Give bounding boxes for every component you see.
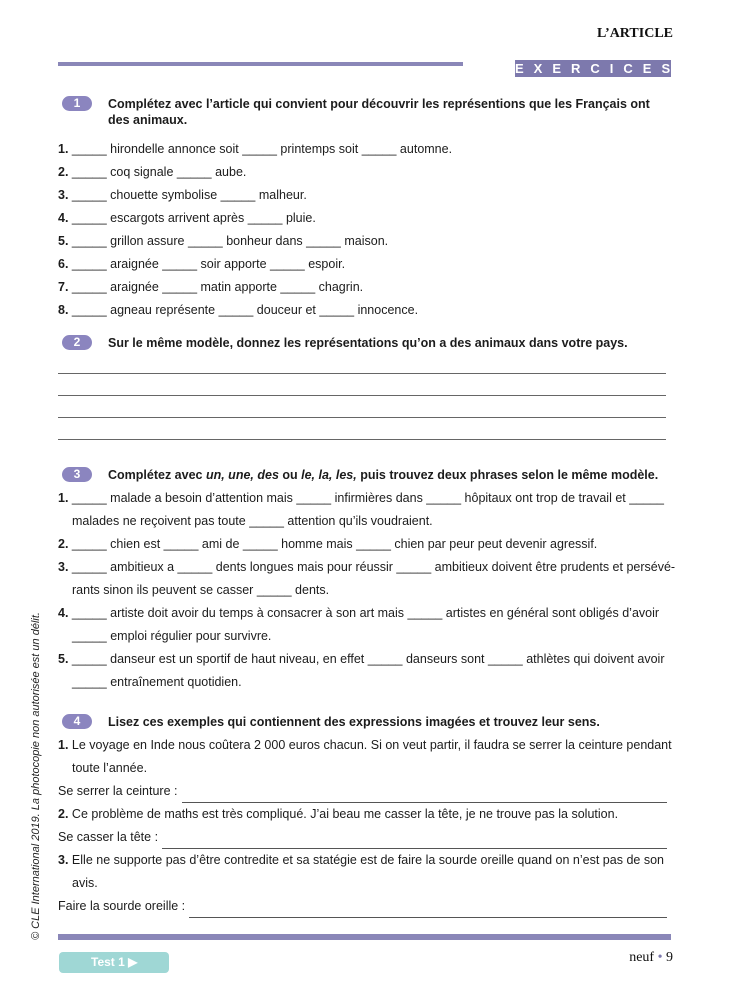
exercise-3-instruction: 3 Complétez avec un, une, des ou le, la, les, puis trouvez deux phrases selon le même modèle. [58, 467, 673, 483]
page-header-title: L’ARTICLE [596, 26, 673, 41]
exercise-3 [58, 467, 676, 694]
exercise-item: 1. _____ hirondelle annonce soit _____ printemps soit _____ automne. [58, 142, 453, 156]
exercise-item: 4. _____ artiste doit avoir du temps à consacrer à son art mais _____ artistes en général sont obligés d’avoir [58, 606, 660, 620]
exercise-item: 5. _____ danseur est un sportif de haut niveau, en effet _____ danseurs sont _____ athlètes qui doivent avoir [58, 652, 665, 666]
page-number: neuf • 9 [629, 950, 673, 965]
footer-rule [58, 934, 671, 940]
band-rule [58, 62, 463, 66]
answer-line[interactable] [58, 373, 666, 374]
answer-line[interactable] [58, 417, 666, 418]
exercises-band [58, 60, 681, 77]
exercise-number-badge: 3 [62, 467, 92, 482]
exercise-item-continuation: rants sinon ils peuvent se casser _____ dents. [72, 583, 330, 597]
exercise-4 [58, 714, 673, 918]
copyright-notice: © CLE International 2019. La photocopie non autorisée est un délit. [30, 612, 42, 940]
exercise-item: 2. Ce problème de maths est très compliqué. J’ai beau me casser la tête, je ne trouve pas la solution. [58, 807, 619, 821]
answer-line [182, 788, 668, 803]
exercise-item-continuation: _____ entraînement quotidien. [72, 675, 242, 689]
exercise-item: 5. _____ grillon assure _____ bonheur dans _____ maison. [58, 234, 389, 248]
exercise-1-items [58, 138, 673, 322]
exercise-1-instruction: 1 Complétez avec l’article qui convient pour découvrir les représentions que les Français ont des animaux. [58, 96, 673, 128]
exercise-item: 3. _____ chouette symbolise _____ malheur. [58, 188, 307, 202]
test-1-button[interactable]: Test 1 ▶ [59, 952, 169, 973]
exercise-item: 8. _____ agneau représente _____ douceur et _____ innocence. [58, 303, 419, 317]
exercise-item: 4. _____ escargots arrivent après _____ pluie. [58, 211, 316, 225]
exercise-1 [58, 96, 673, 322]
exercise-2 [58, 335, 673, 440]
exercise-2-instruction: 2 Sur le même modèle, donnez les représentations qu’on a des animaux dans votre pays. [58, 335, 673, 351]
answer-line[interactable] [58, 439, 666, 440]
answer-line[interactable] [58, 395, 666, 396]
exercise-item: 3. _____ ambitieux a _____ dents longues mais pour réussir _____ ambitieux doivent être prudents et persévé- [58, 560, 676, 574]
answer-row[interactable]: Faire la sourde oreille : [58, 895, 673, 918]
exercise-item: 2. _____ coq signale _____ aube. [58, 165, 247, 179]
exercise-item-continuation: _____ emploi régulier pour survivre. [72, 629, 272, 643]
exercise-item: 2. _____ chien est _____ ami de _____ homme mais _____ chien par peur peut devenir agressif. [58, 537, 598, 551]
exercise-item: 1. Le voyage en Inde nous coûtera 2 000 euros chacun. Si on veut partir, il faudra se serrer la ceinture pendant [58, 738, 672, 752]
exercise-item: 6. _____ araignée _____ soir apporte _____ espoir. [58, 257, 346, 271]
answer-row[interactable]: Se casser la tête : [58, 826, 673, 849]
exercise-4-instruction: 4 Lisez ces exemples qui contiennent des expressions imagées et trouvez leur sens. [58, 714, 673, 730]
exercise-item-continuation: avis. [72, 876, 98, 890]
exercise-item-continuation: toute l’année. [72, 761, 148, 775]
exercise-item: 7. _____ araignée _____ matin apporte _____ chagrin. [58, 280, 364, 294]
exercises-label: EXERCICES [515, 61, 681, 76]
exercise-item-continuation: malades ne reçoivent pas toute _____ attention qu’ils voudraient. [72, 514, 433, 528]
answer-line [189, 903, 667, 918]
answer-line [162, 834, 667, 849]
answer-row[interactable]: Se serrer la ceinture : [58, 780, 673, 803]
exercise-item: 3. Elle ne supporte pas d’être contredite et sa statégie est de faire la sourde oreille quand on n’est pas de son [58, 853, 664, 867]
exercise-number-badge: 1 [62, 96, 92, 111]
exercise-number-badge: 4 [62, 714, 92, 729]
exercise-item: 1. _____ malade a besoin d’attention mais _____ infirmières dans _____ hôpitaux ont trop de travail et _____ [58, 491, 664, 505]
exercise-number-badge: 2 [62, 335, 92, 350]
